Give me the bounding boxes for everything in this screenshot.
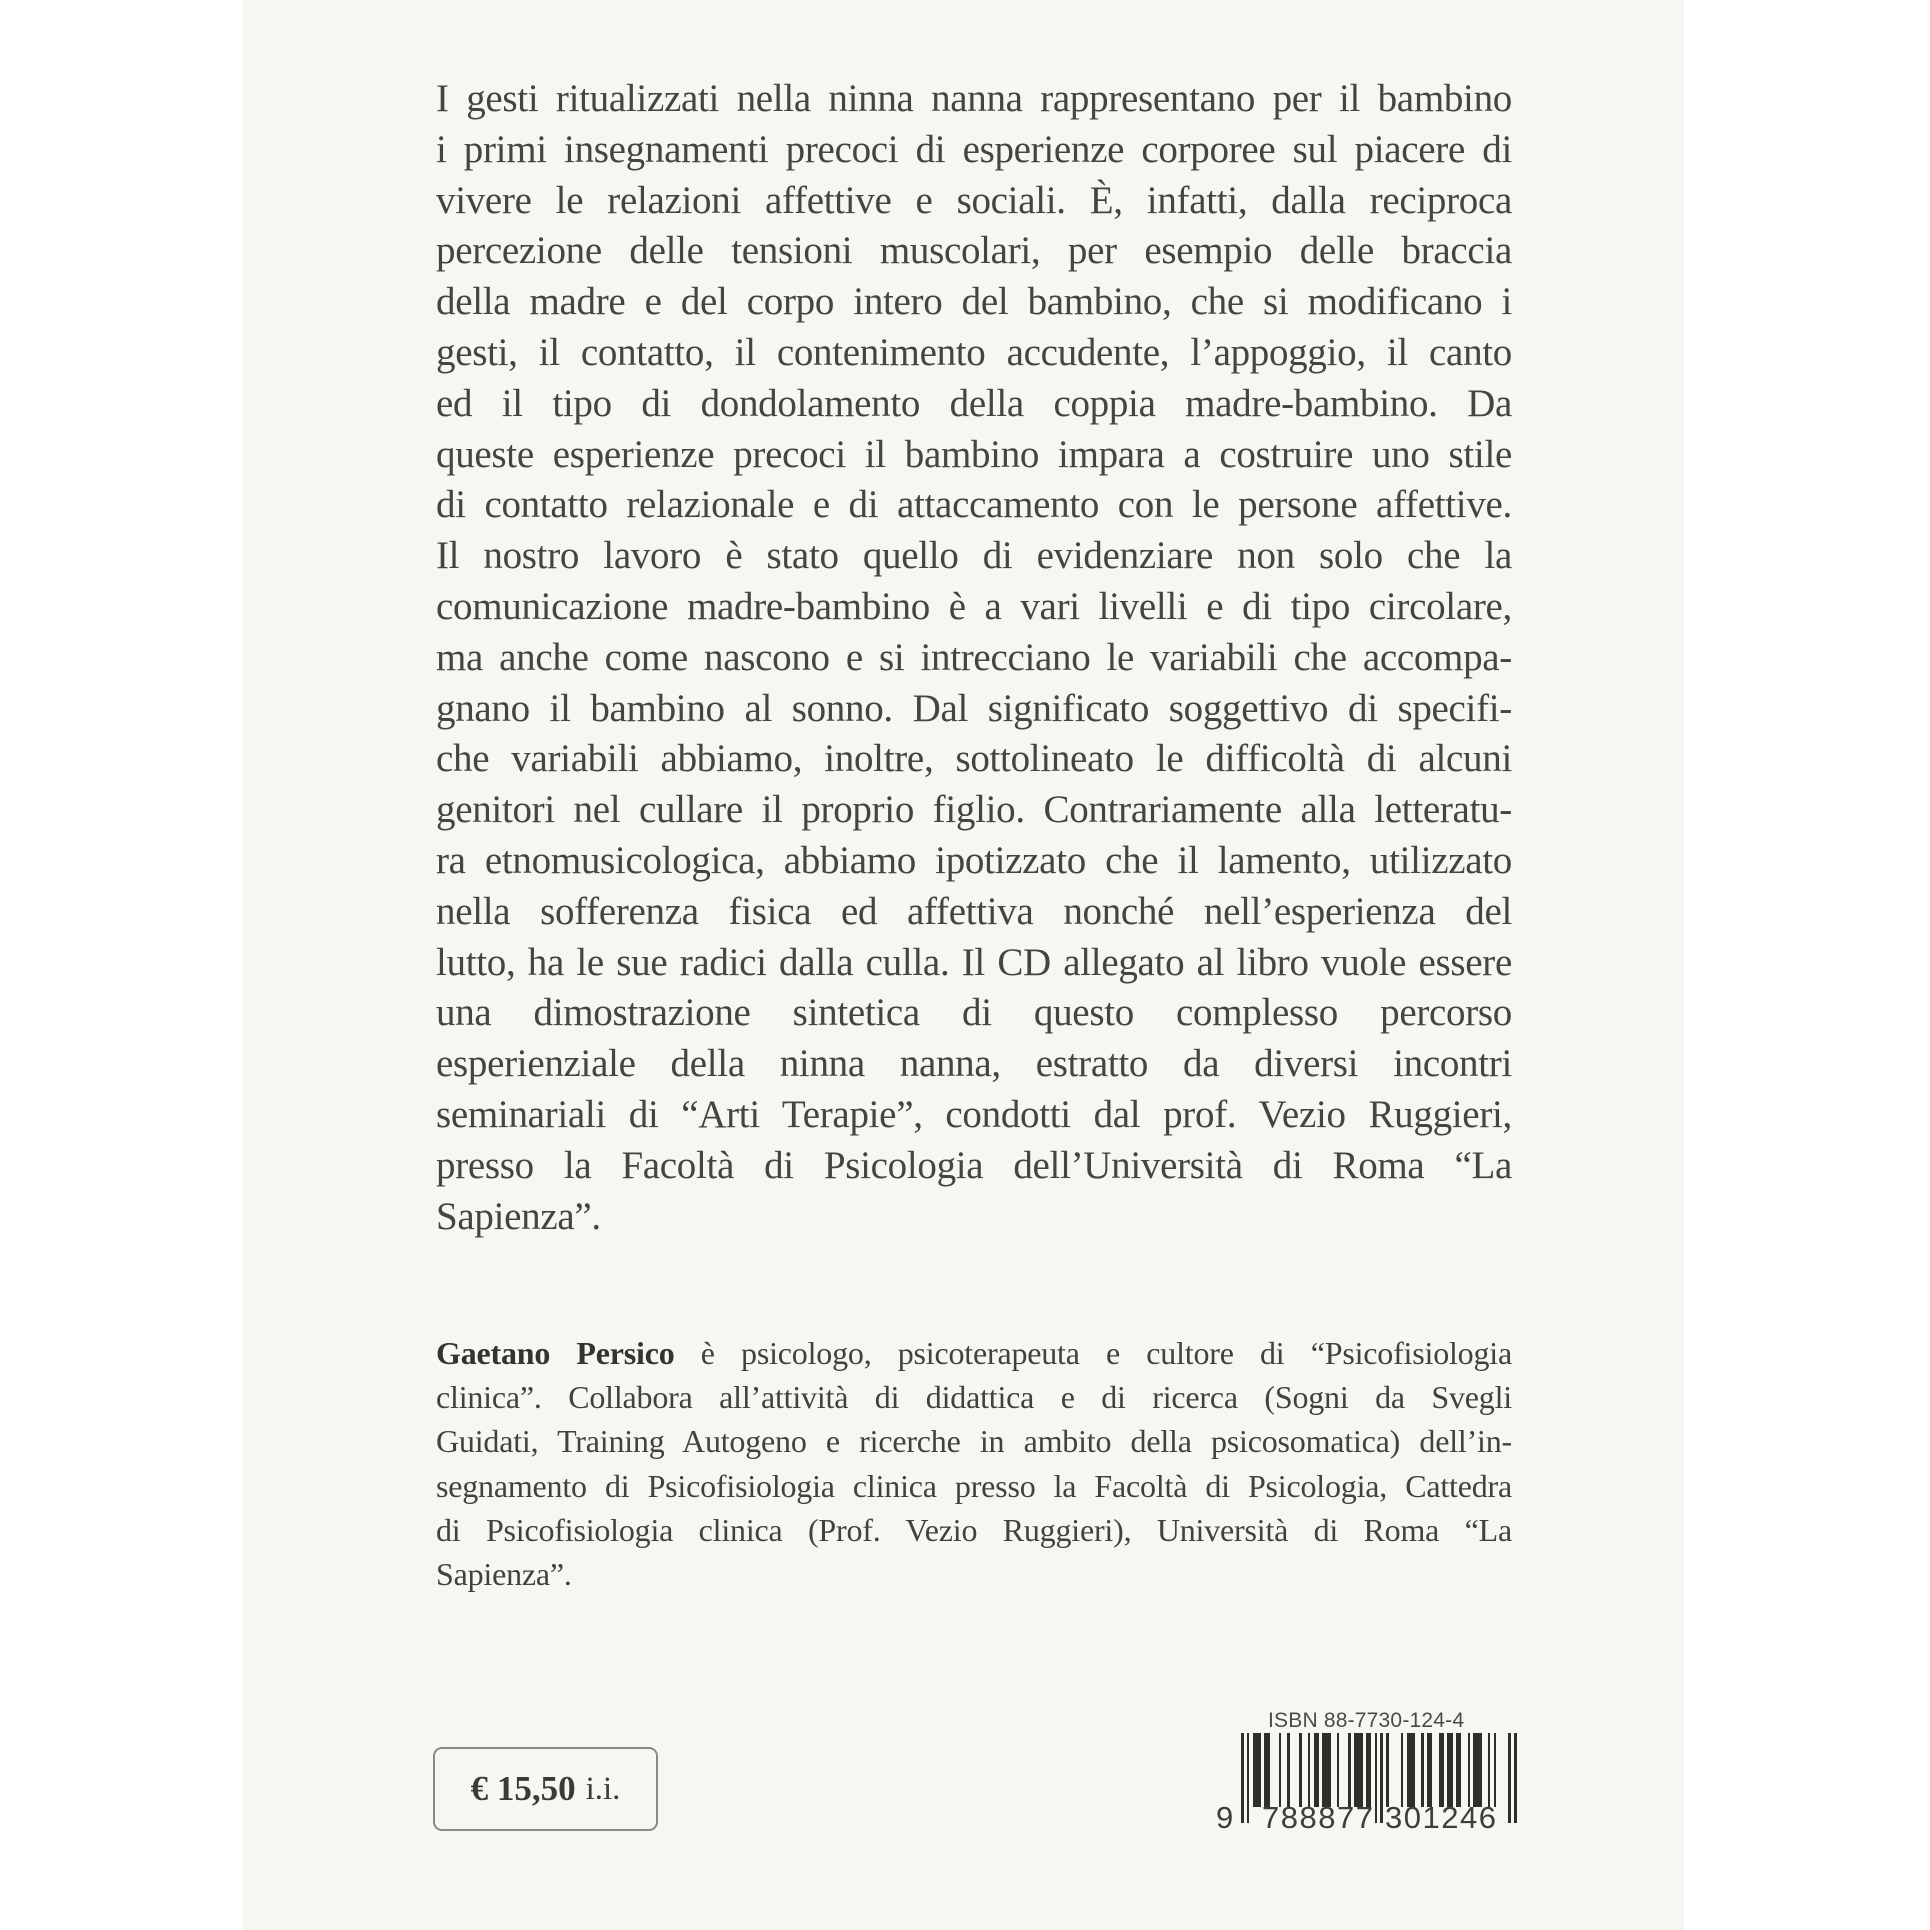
bio-line: di Psicofisiologia clinica (Prof. Vezio Ruggieri), Università di Roma “La (436, 1511, 1512, 1548)
barcode-bar (1253, 1733, 1261, 1807)
text-line: ra etnomusicologica, abbiamo ipotizzato che il lamento, utilizzato (436, 838, 1512, 882)
barcode-bar (1375, 1733, 1378, 1823)
barcode-bar (1468, 1733, 1471, 1807)
barcode-bar (1447, 1733, 1452, 1807)
barcode-bar (1322, 1733, 1330, 1807)
barcode-bar (1264, 1733, 1269, 1807)
barcode-bar (1386, 1733, 1389, 1807)
barcode-bar (1287, 1733, 1290, 1807)
text-line: percezione delle tensioni muscolari, per esempio delle braccia (436, 229, 1512, 273)
text-line: lutto, ha le sue radici dalla culla. Il CD allegato al libro vuole essere (436, 940, 1512, 984)
barcode-bar (1314, 1733, 1319, 1807)
barcode-bar (1279, 1733, 1282, 1807)
bio-line: segnamento di Psicofisiologia clinica presso la Facoltà di Psicologia, Cattedra (436, 1467, 1512, 1504)
barcode-bar (1427, 1733, 1432, 1807)
text-line: della madre e del corpo intero del bambino, che si modificano i (436, 280, 1512, 324)
barcode-bar (1488, 1733, 1491, 1807)
text-line: esperienziale della ninna nanna, estratto da diversi incontri (436, 1042, 1512, 1086)
bio-line: Guidati, Training Autogeno e ricerche in ambito della psicosomatica) dell’in- (436, 1423, 1512, 1460)
price-amount: € 15,50 (470, 1769, 576, 1808)
text-line: che variabili abbiamo, inoltre, sottolineato le difficoltà di alcuni (436, 737, 1512, 781)
text-line: una dimostrazione sintetica di questo complesso percorso (436, 991, 1512, 1035)
text-line: I gesti ritualizzati nella ninna nanna rappresentano per il bambino (436, 77, 1512, 120)
author-name: Gaetano Persico (436, 1335, 675, 1371)
text-line: Sapienza”. (436, 1194, 601, 1238)
barcode-bar (1473, 1733, 1481, 1807)
barcode-bar (1354, 1733, 1362, 1807)
barcode-bar (1348, 1733, 1351, 1807)
text-line: ed il tipo di dondolamento della coppia madre-bambino. Da (436, 381, 1512, 425)
text-line: seminariali di “Arti Terapie”, condotti dal prof. Vezio Ruggieri, (436, 1092, 1512, 1136)
barcode-bar (1439, 1733, 1444, 1807)
barcode-first-digit: 9 (1216, 1800, 1234, 1835)
price-suffix: i.i. (585, 1770, 621, 1807)
barcode-right-digits: 301246 (1385, 1800, 1498, 1835)
text-line: di contatto relazionale e di attaccamento con le persone affettive. (436, 483, 1512, 527)
text-line: ma anche come nascono e si intrecciano le variabili che accompa- (436, 635, 1512, 679)
bio-line: Sapienza”. (436, 1555, 572, 1592)
text-line: gesti, il contatto, il contenimento accudente, l’appoggio, il canto (436, 330, 1512, 374)
bio-line (436, 1331, 1512, 1375)
main-paragraph (436, 74, 1512, 1242)
text-line: i primi insegnamenti precoci di esperienze corporee sul piacere di (436, 127, 1512, 171)
bio-first-line-text: è psicologo, psicoterapeuta e cultore di “Psicofisiologia (674, 1335, 1512, 1371)
barcode-bar (1380, 1733, 1383, 1823)
text-line: Il nostro lavoro è stato quello di evidenziare non solo che la (436, 534, 1512, 578)
barcode-bar (1456, 1733, 1461, 1807)
barcode-bar (1494, 1733, 1497, 1807)
text-line: gnano il bambino al sonno. Dal significato soggettivo di specifi- (436, 686, 1512, 730)
barcode-bar (1508, 1733, 1511, 1823)
text-line: nella sofferenza fisica ed affettiva nonché nell’esperienza del (436, 889, 1512, 933)
barcode-bar (1421, 1733, 1424, 1807)
barcode-bar (1401, 1733, 1404, 1807)
isbn-label: ISBN 88-7730-124-4 (1268, 1709, 1465, 1732)
text-line: genitori nel cullare il proprio figlio. Contrariamente alla letteratu- (436, 788, 1512, 832)
text-line: vivere le relazioni affettive e sociali. È, infatti, dalla reciproca (436, 178, 1512, 222)
bio-line: clinica”. Collabora all’attività di didattica e di ricerca (Sogni da Svegli (436, 1379, 1512, 1416)
barcode-bar (1247, 1733, 1250, 1823)
text-line: queste esperienze precoci il bambino impara a costruire uno stile (436, 432, 1512, 476)
barcode-left-digits: 788877 (1262, 1800, 1375, 1835)
text-line: comunicazione madre-bambino è a vari livelli e di tipo circolare, (436, 584, 1512, 628)
barcode-bar (1308, 1733, 1311, 1807)
price-label (433, 1747, 658, 1831)
text-line: presso la Facoltà di Psicologia dell’Università di Roma “La (436, 1143, 1512, 1187)
author-bio (436, 1331, 1512, 1596)
barcode-bar (1337, 1733, 1340, 1807)
barcode-bar (1241, 1733, 1244, 1823)
barcode-bar (1514, 1733, 1517, 1823)
barcode-bar (1407, 1733, 1415, 1807)
barcode-bar (1299, 1733, 1302, 1807)
barcode-bar (1366, 1733, 1371, 1807)
